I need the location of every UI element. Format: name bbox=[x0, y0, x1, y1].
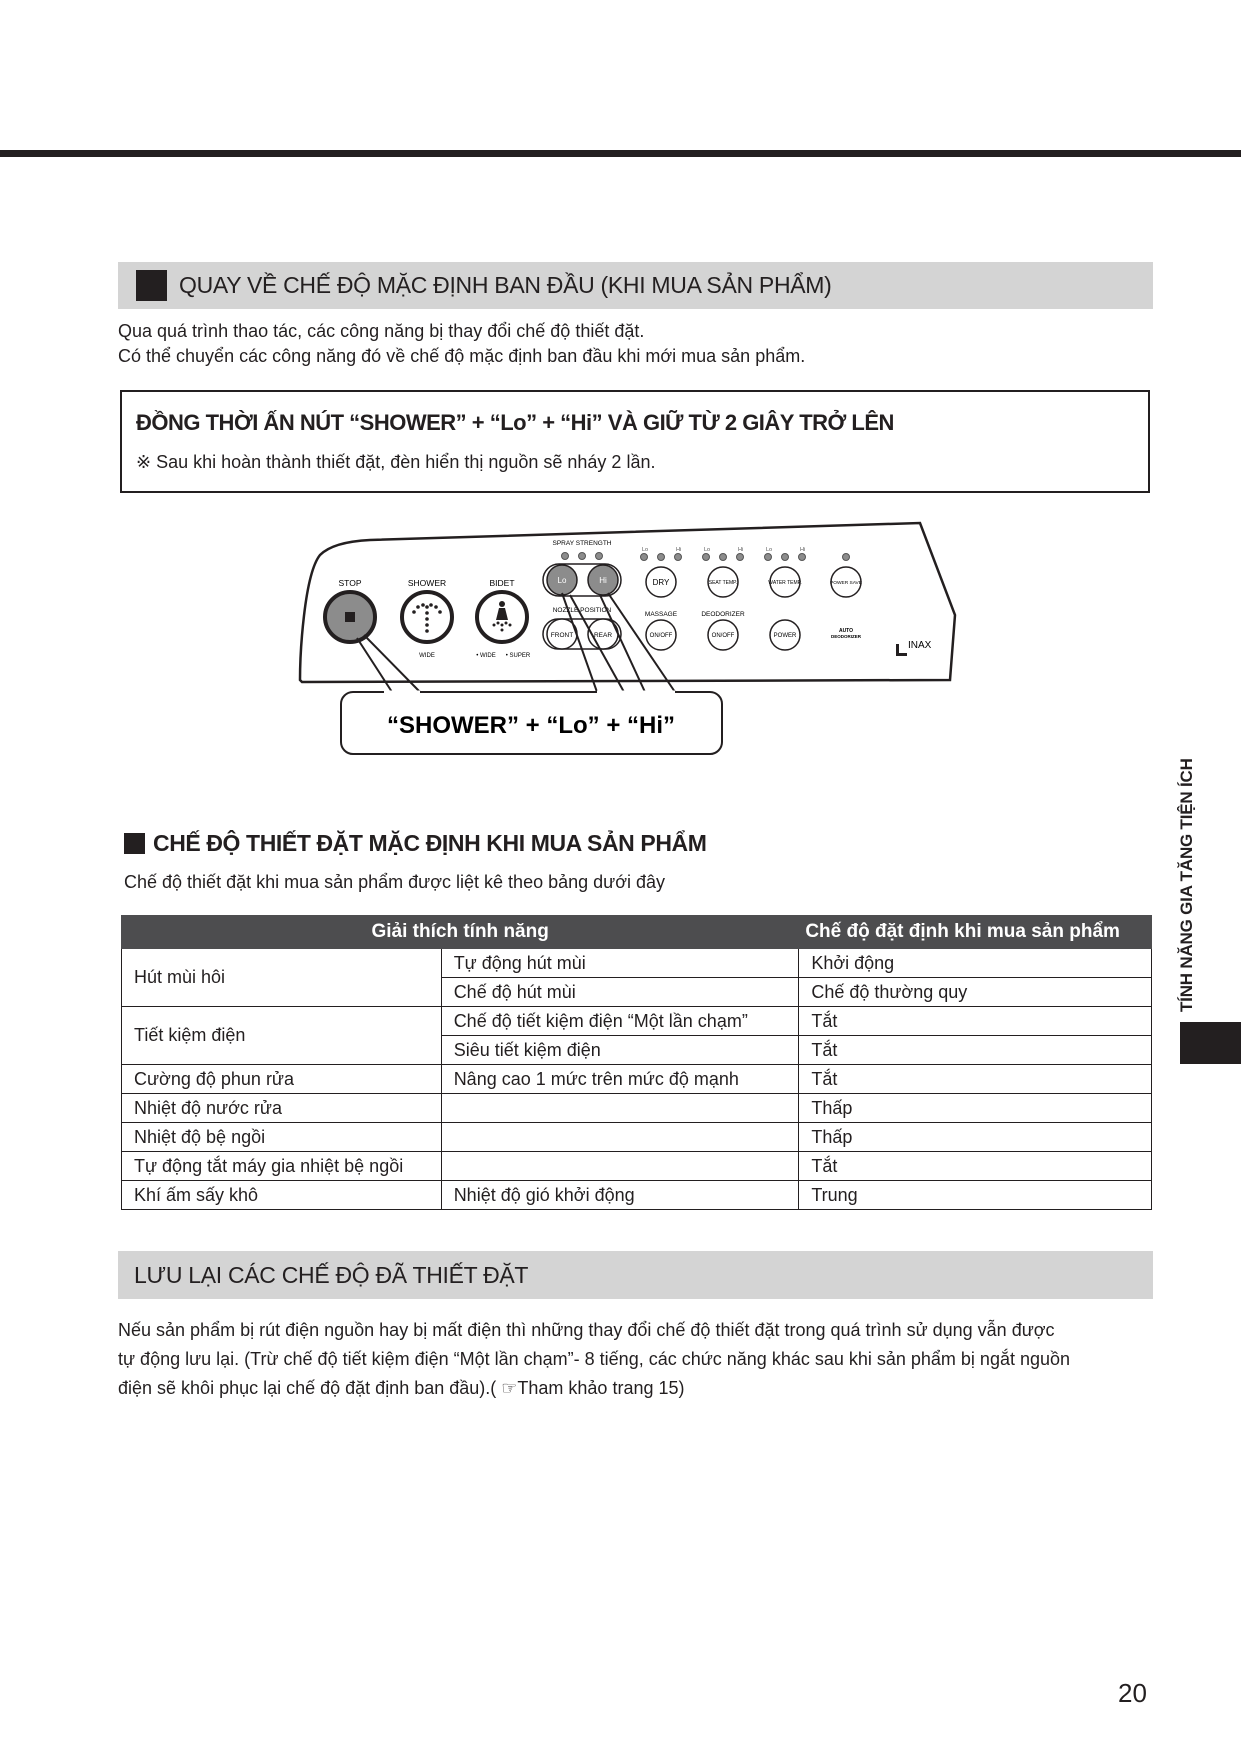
table-row bbox=[122, 1094, 1152, 1123]
top-rule bbox=[0, 150, 1241, 157]
indicator-light bbox=[596, 553, 603, 560]
water-hi-label: Hi bbox=[800, 547, 806, 553]
section-header-defaults bbox=[124, 830, 707, 857]
sub-feature-cell: Tự động hút mùi bbox=[441, 949, 799, 978]
auto-label: AUTO bbox=[838, 628, 854, 634]
intro-line-1: Qua quá trình thao tác, các công năng bị thay đổi chế độ thiết đặt. bbox=[118, 321, 645, 341]
sub-feature-cell bbox=[441, 1152, 799, 1181]
rear-label: REAR bbox=[593, 632, 613, 639]
default-cell: Tắt bbox=[799, 1036, 1152, 1065]
table-row bbox=[122, 1123, 1152, 1152]
default-cell: Thấp bbox=[799, 1094, 1152, 1123]
water-lo-label: Lo bbox=[766, 547, 773, 553]
sub-feature-cell: Siêu tiết kiệm điện bbox=[441, 1036, 799, 1065]
table-row bbox=[122, 1181, 1152, 1210]
default-cell: Thấp bbox=[799, 1123, 1152, 1152]
section-title: CHẾ ĐỘ THIẾT ĐẶT MẶC ĐỊNH KHI MUA SẢN PHẨM bbox=[153, 830, 707, 856]
section-title: LƯU LẠI CÁC CHẾ ĐỘ ĐÃ THIẾT ĐẶT bbox=[134, 1261, 529, 1288]
auto-deodorizer-label: DEODORIZER bbox=[830, 634, 862, 639]
sub-feature-cell: Chế độ tiết kiệm điện “Một lần chạm” bbox=[441, 1007, 799, 1036]
default-cell: Tắt bbox=[799, 1065, 1152, 1094]
massage-label: MASSAGE bbox=[644, 611, 678, 618]
memory-line-2: tự động lưu lại. (Trừ chế độ tiết kiệm điện “Một lần chạm”- 8 tiếng, các chức năng khác sau khi sản phẩm bị ngắt nguồn bbox=[118, 1349, 1071, 1369]
default-cell: Chế độ thường quy bbox=[799, 978, 1152, 1007]
deodorizer-on-off-label: ON/OFF bbox=[711, 633, 735, 639]
table-row bbox=[122, 1065, 1152, 1094]
super-label: • SUPER bbox=[505, 653, 531, 659]
wide-label-2: • WIDE bbox=[476, 653, 496, 659]
feature-cell: Nhiệt độ nước rửa bbox=[122, 1094, 442, 1123]
shower-label: SHOWER bbox=[407, 578, 447, 588]
table-header-row bbox=[122, 916, 1152, 949]
power-save-label: POWER SAVE bbox=[830, 581, 862, 586]
seat-hi-label: Hi bbox=[738, 547, 744, 553]
dry-hi-label: Hi bbox=[676, 547, 682, 553]
intro-line-2: Có thể chuyển các công năng đó về chế độ mặc định ban đầu khi mới mua sản phẩm. bbox=[118, 346, 806, 366]
brand-label: INAX bbox=[908, 640, 932, 651]
front-label: FRONT bbox=[550, 632, 574, 639]
water-temp-label: WATER TEMP. bbox=[768, 580, 802, 586]
bidet-label: BIDET bbox=[489, 578, 515, 588]
shower-button[interactable] bbox=[402, 592, 452, 642]
nozzle-position-label: NOZZLE POSITION bbox=[552, 607, 612, 614]
section-marker bbox=[124, 833, 145, 854]
sub-feature-cell: Nâng cao 1 mức trên mức độ mạnh bbox=[441, 1065, 799, 1094]
massage-on-off-label: ON/OFF bbox=[649, 633, 673, 639]
section-header-reset bbox=[118, 262, 1153, 309]
feature-cell: Tiết kiệm điện bbox=[122, 1007, 442, 1065]
wide-label: WIDE bbox=[419, 653, 435, 659]
memory-line-3: điện sẽ khôi phục lại chế độ đặt định ban đầu).( ☞Tham khảo trang 15) bbox=[118, 1378, 685, 1398]
instruction-box bbox=[120, 390, 1150, 493]
feature-cell: Cường độ phun rửa bbox=[122, 1065, 442, 1094]
memory-line-1: Nếu sản phẩm bị rút điện nguồn hay bị mất điện thì những thay đổi chế độ thiết đặt trong quá trình sử dụng vẫn được bbox=[118, 1320, 1055, 1340]
panel-outline bbox=[300, 523, 955, 682]
indicator-light bbox=[562, 553, 569, 560]
indicator-light bbox=[579, 553, 586, 560]
table-row bbox=[122, 1152, 1152, 1181]
side-tab-marker bbox=[1180, 1022, 1241, 1064]
defaults-table bbox=[121, 915, 1152, 1210]
seat-lo-label: Lo bbox=[704, 547, 711, 553]
sub-feature-cell bbox=[441, 1094, 799, 1123]
table-header-feature: Giải thích tính năng bbox=[122, 916, 799, 949]
dry-lo-label: Lo bbox=[642, 547, 649, 553]
feature-cell: Tự động tắt máy gia nhiệt bệ ngồi bbox=[122, 1152, 442, 1181]
stop-icon bbox=[345, 612, 355, 622]
callout-text: “SHOWER” + “Lo” + “Hi” bbox=[386, 712, 676, 739]
table-header-default: Chế độ đặt định khi mua sản phẩm bbox=[799, 916, 1152, 949]
feature-cell: Hút mùi hôi bbox=[122, 949, 442, 1007]
default-cell: Trung bbox=[799, 1181, 1152, 1210]
stop-label: STOP bbox=[338, 578, 362, 588]
section-marker bbox=[136, 270, 167, 301]
sub-feature-cell: Nhiệt độ gió khởi động bbox=[441, 1181, 799, 1210]
deodorizer-label: DEODORIZER bbox=[701, 611, 745, 618]
hi-label: Hi bbox=[599, 576, 607, 585]
spray-strength-label: SPRAY STRENGTH bbox=[552, 540, 612, 547]
instruction-heading: ĐỒNG THỜI ẤN NÚT “SHOWER” + “Lo” + “Hi” VÀ GIỮ TỪ 2 GIÂY TRỞ LÊN bbox=[136, 410, 894, 435]
dry-label: DRY bbox=[652, 578, 670, 587]
default-cell: Tắt bbox=[799, 1007, 1152, 1036]
sub-feature-cell: Chế độ hút mùi bbox=[441, 978, 799, 1007]
control-panel-diagram bbox=[290, 515, 970, 780]
table-row bbox=[122, 1007, 1152, 1036]
feature-cell: Khí ấm sấy khô bbox=[122, 1181, 442, 1210]
seat-temp-label: SEAT TEMP. bbox=[708, 580, 738, 586]
section-header-memory bbox=[118, 1251, 1153, 1299]
feature-cell: Nhiệt độ bệ ngồi bbox=[122, 1123, 442, 1152]
default-cell: Tắt bbox=[799, 1152, 1152, 1181]
defaults-subtitle: Chế độ thiết đặt khi mua sản phẩm được liệt kê theo bảng dưới đây bbox=[124, 872, 666, 892]
sub-feature-cell bbox=[441, 1123, 799, 1152]
page-number: 20 bbox=[1118, 1678, 1147, 1708]
table-row bbox=[122, 949, 1152, 978]
lo-label: Lo bbox=[557, 576, 567, 585]
side-tab-label: TÍNH NĂNG GIA TĂNG TIỆN ÍCH bbox=[1177, 758, 1196, 1012]
instruction-note: ※ Sau khi hoàn thành thiết đặt, đèn hiển thị nguồn sẽ nháy 2 lần. bbox=[136, 452, 656, 472]
section-title: QUAY VỀ CHẾ ĐỘ MẶC ĐỊNH BAN ĐẦU (KHI MUA SẢN PHẨM) bbox=[179, 272, 832, 298]
default-cell: Khởi động bbox=[799, 949, 1152, 978]
power-label: POWER bbox=[773, 633, 797, 639]
